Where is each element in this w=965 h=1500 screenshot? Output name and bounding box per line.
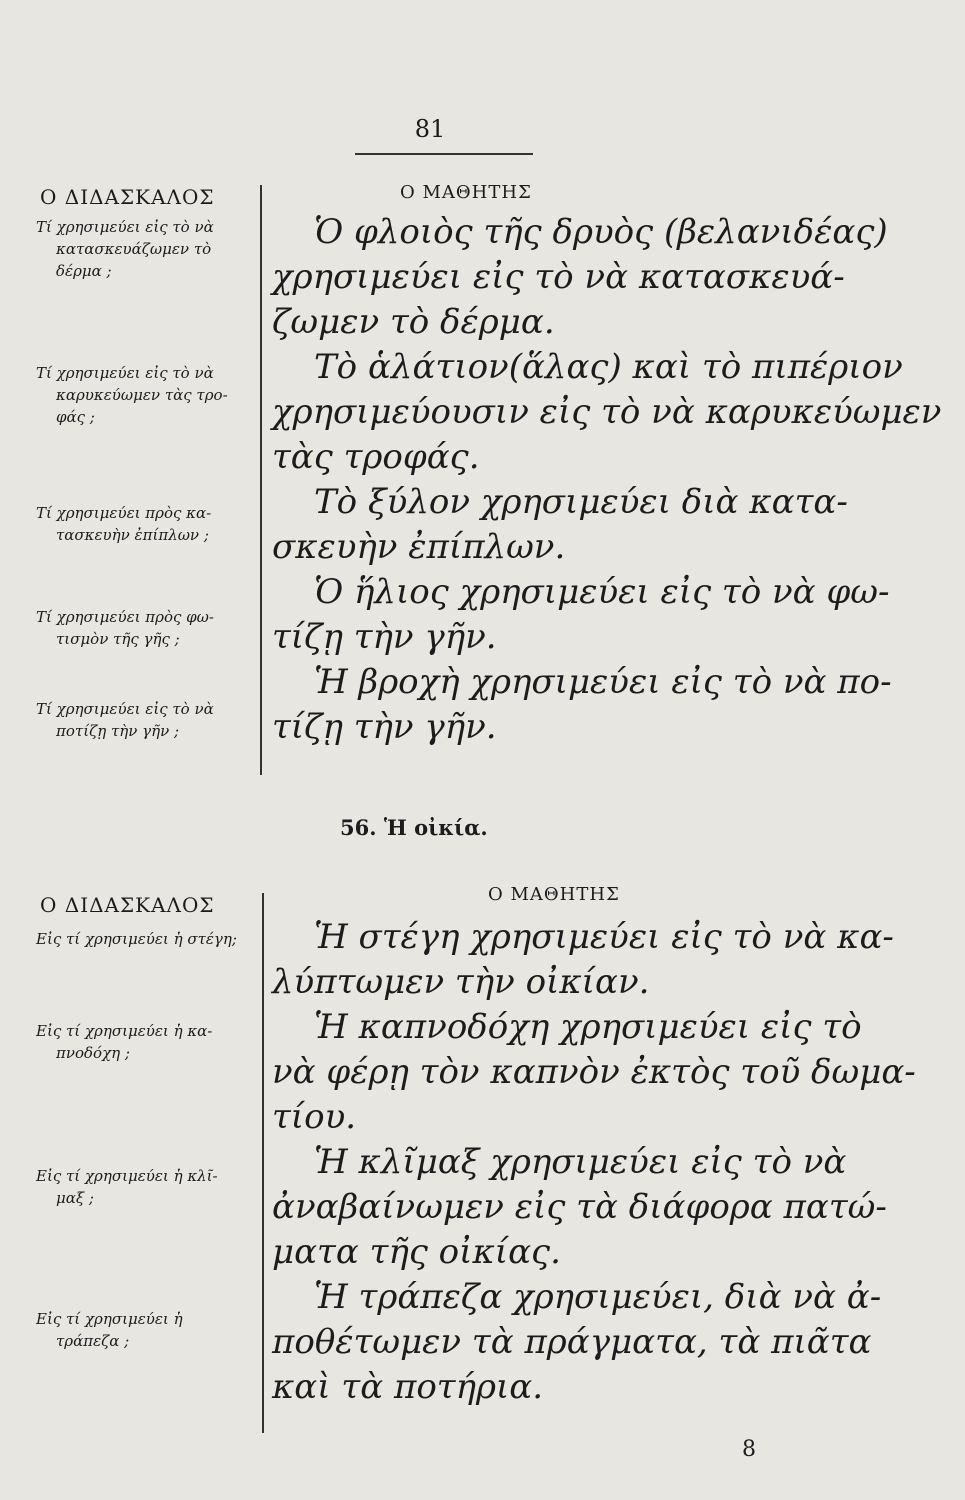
question-6: Εἰς τί χρησιμεύει ἡ στέγη;: [36, 930, 237, 948]
question-2: Τί χρησιμεύει εἰς τὸ νὰ καρυκεύωμεν τὰς τρο- φάς ;: [36, 364, 228, 426]
question-3: Τί χρησιμεύει πρὸς κα- τασκευὴν ἐπίπλων ;: [36, 504, 212, 544]
question-5: Τί χρησιμεύει εἰς τὸ νὰ ποτίζῃ τὴν γῆν ;: [36, 700, 214, 740]
header-rule: [355, 153, 533, 155]
student-heading-2: Ο ΜΑΘΗΤΗΣ: [488, 884, 620, 905]
question-1: Τί χρησιμεύει εἰς τὸ νὰ κατασκευάζωμεν τὸ δέρμα ;: [36, 218, 214, 280]
section-title: 56. Ἡ οἰκία.: [340, 815, 488, 840]
signature-mark: 8: [742, 1437, 756, 1462]
question-9: Εἰς τί χρησιμεύει ἡ τράπεζα ;: [36, 1310, 183, 1350]
answers-block-2: Ἡ στέγη χρησιμεύει εἰς τὸ νὰ κα- λύπτωμεν τὴν οἰκίαν. Ἡ καπνοδόχη χρησιμεύει εἰς τὸ νὰ φέρῃ τὸν καπνὸν ἐκτὸς τοῦ δωμα- τίου. Ἡ κλῖμαξ χρησιμεύει εἰς τὸ νὰ ἀναβαίνωμεν εἰς τὰ διάφορα πατώ- ματα τῆς οἰκίας. Ἡ τράπεζα χρησιμεύει, διὰ νὰ ἀ- ποθέτωμεν τὰ πράγματα, τὰ πιᾶτα καὶ τὰ ποτήρια.: [272, 917, 916, 1407]
question-4: Τί χρησιμεύει πρὸς φω- τισμὸν τῆς γῆς ;: [36, 608, 214, 648]
teacher-heading-2: Ο ΔΙΔΑΣΚΑΛΟΣ: [40, 893, 215, 917]
question-8: Εἰς τί χρησιμεύει ἡ κλῖ- μαξ ;: [36, 1167, 218, 1207]
page-number: 81: [414, 115, 446, 143]
answers-block-1: Ὁ φλοιὸς τῆς δρυὸς (βελανιδέας) χρησιμεύει εἰς τὸ νὰ κατασκευά- ζωμεν τὸ δέρμα. Τὸ ἁλάτιον(ἅλας) καὶ τὸ πιπέριον χρησιμεύουσιν εἰς τὸ νὰ καρυκεύωμεν τὰς τροφάς. Τὸ ξύλον χρησιμεύει διὰ κατα- σκευὴν ἐπίπλων. Ὁ ἥλιος χρησιμεύει εἰς τὸ νὰ φω- τίζῃ τὴν γῆν. Ἡ βροχὴ χρησιμεύει εἰς τὸ νὰ πο- τίζῃ τὴν γῆν.: [272, 212, 942, 747]
teacher-heading: Ο ΔΙΔΑΣΚΑΛΟΣ: [40, 185, 215, 209]
question-7: Εἰς τί χρησιμεύει ἡ κα- πνοδόχη ;: [36, 1022, 213, 1062]
student-heading: Ο ΜΑΘΗΤΗΣ: [400, 182, 532, 203]
column-divider-2: [262, 893, 264, 1433]
column-divider: [260, 185, 262, 775]
